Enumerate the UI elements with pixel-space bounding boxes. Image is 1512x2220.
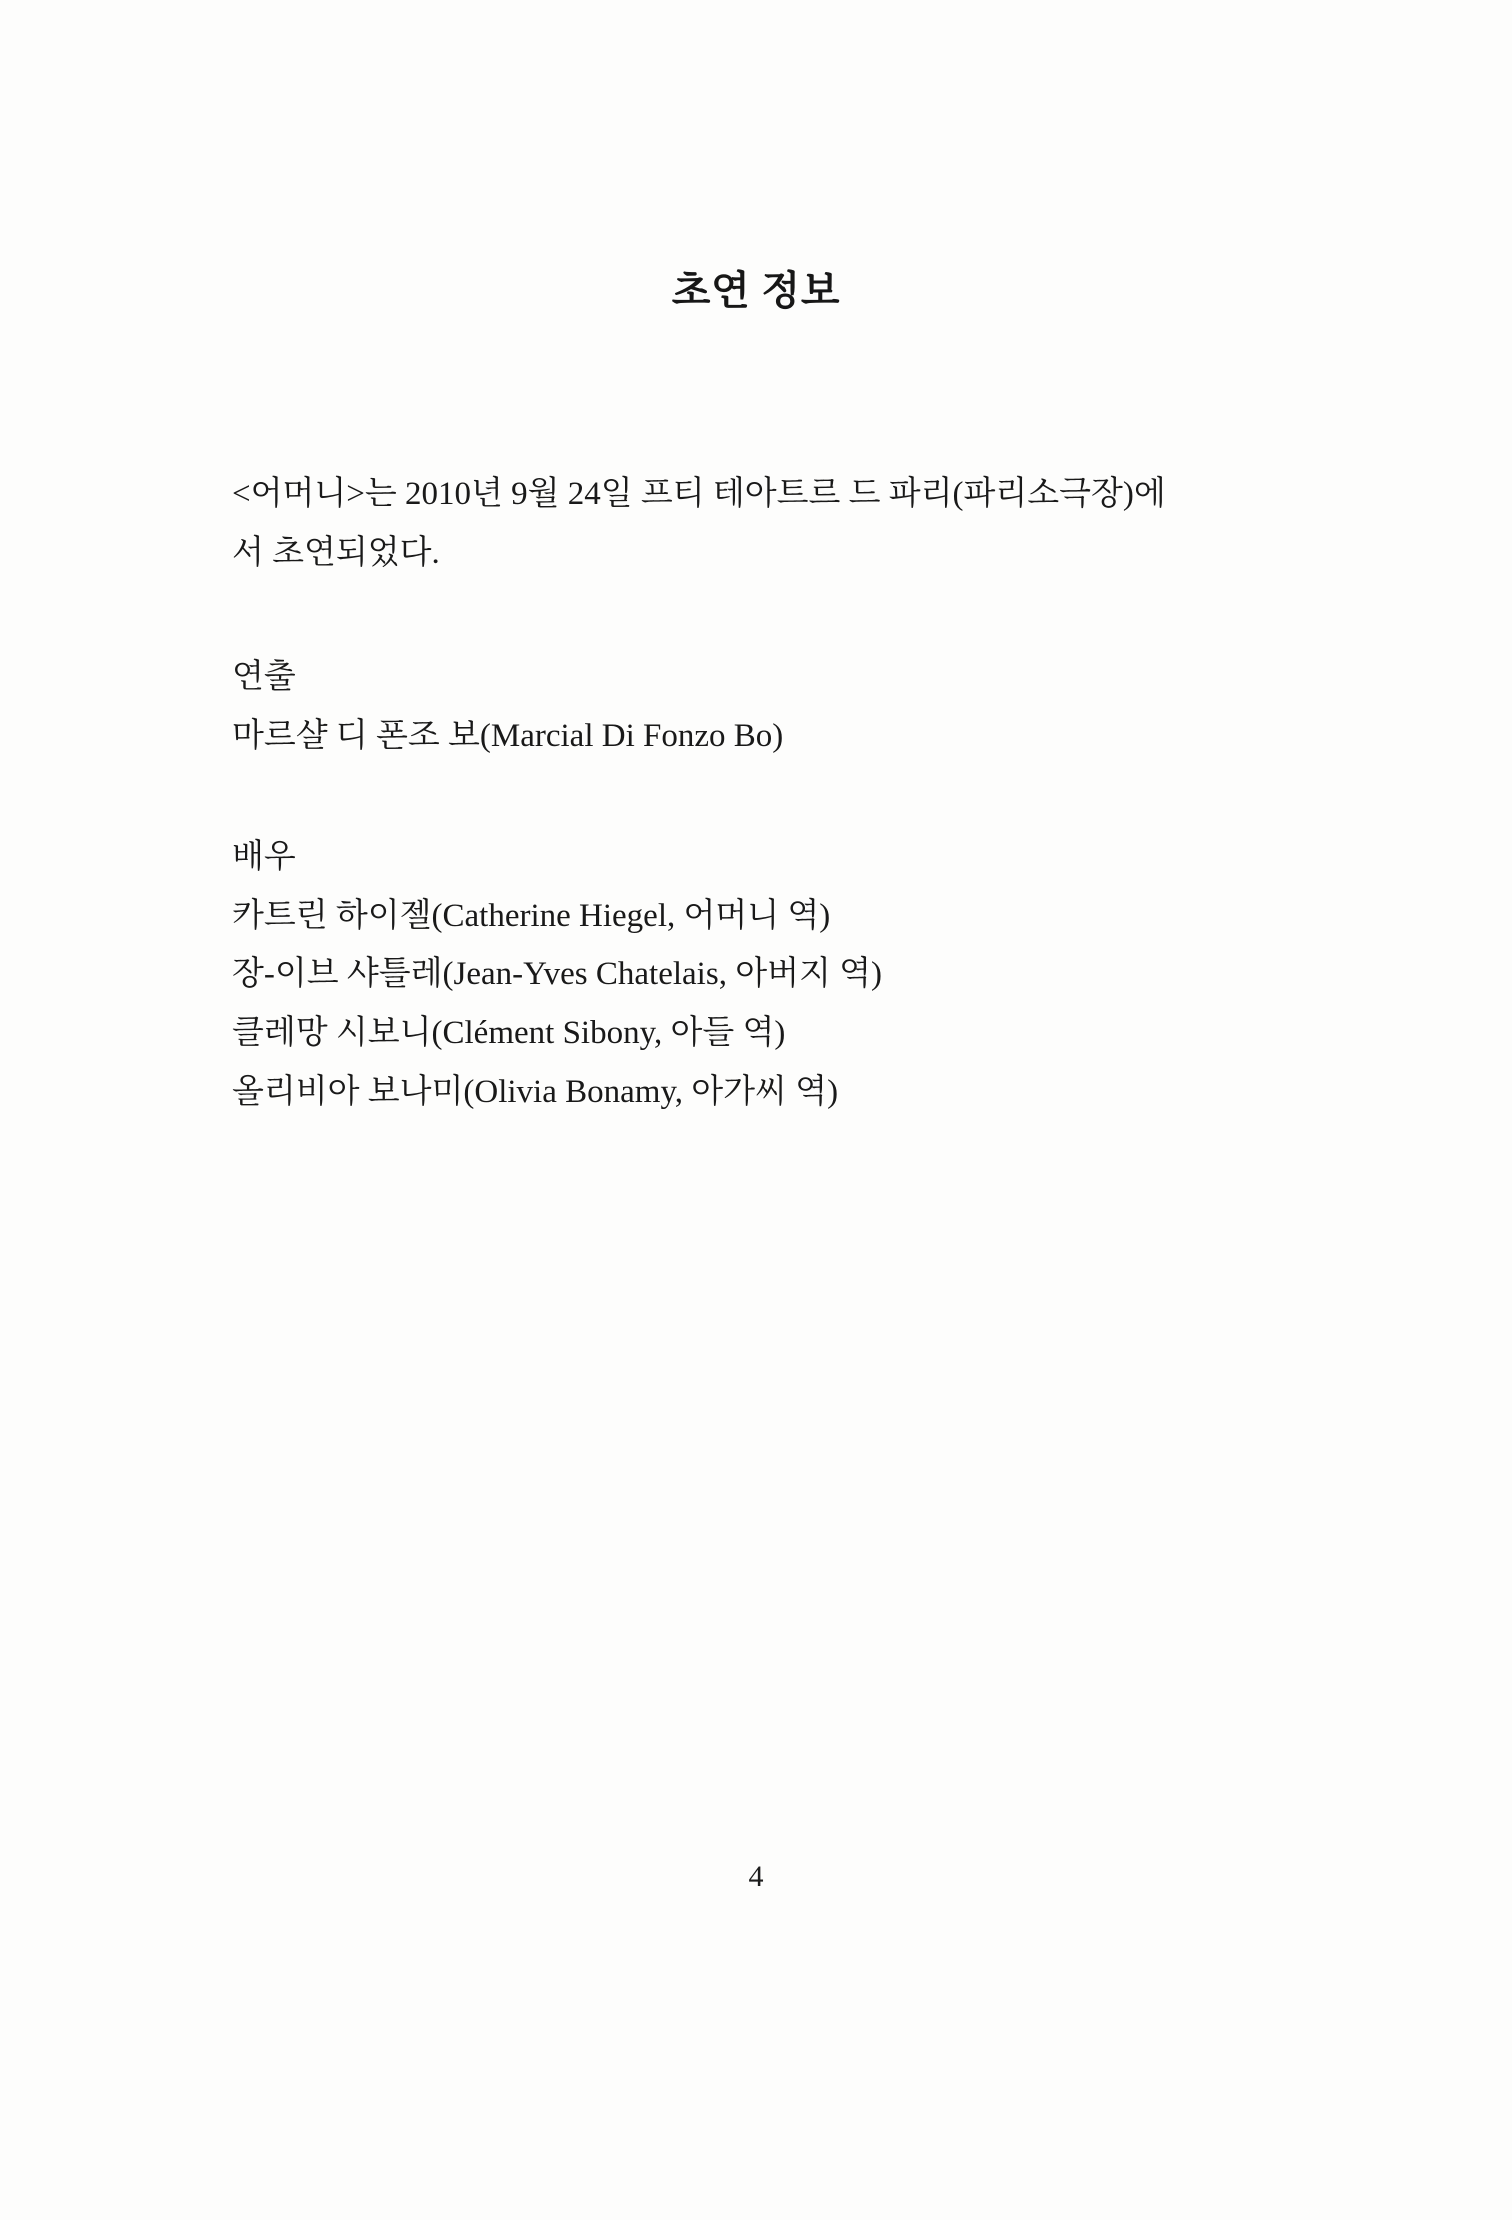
list-item: 장-이브 샤틀레(Jean-Yves Chatelais, 아버지 역) <box>232 956 882 993</box>
document-body <box>232 465 1232 1122</box>
section-label-cast: 배우 <box>232 838 296 875</box>
director-name: 마르샬 디 폰조 보(Marcial Di Fonzo Bo) <box>232 718 784 755</box>
list-item: 카트린 하이젤(Catherine Hiegel, 어머니 역) <box>232 897 831 934</box>
spacer <box>232 582 1232 648</box>
cast-list <box>232 887 1232 1122</box>
page-number: 4 <box>748 1860 764 1893</box>
section-label-director: 연출 <box>232 659 296 696</box>
intro-paragraph: <어머니>는 2010년 9월 24일 프티 테아트르 드 파리(파리소극장)에서 초연되었다. <box>232 476 1166 571</box>
list-item: 올리비아 보나미(Olivia Bonamy, 아가씨 역) <box>232 1073 839 1110</box>
page-title: 초연 정보 <box>671 267 841 313</box>
list-item: 클레망 시보니(Clément Sibony, 아들 역) <box>232 1015 786 1052</box>
spacer <box>232 766 1232 828</box>
